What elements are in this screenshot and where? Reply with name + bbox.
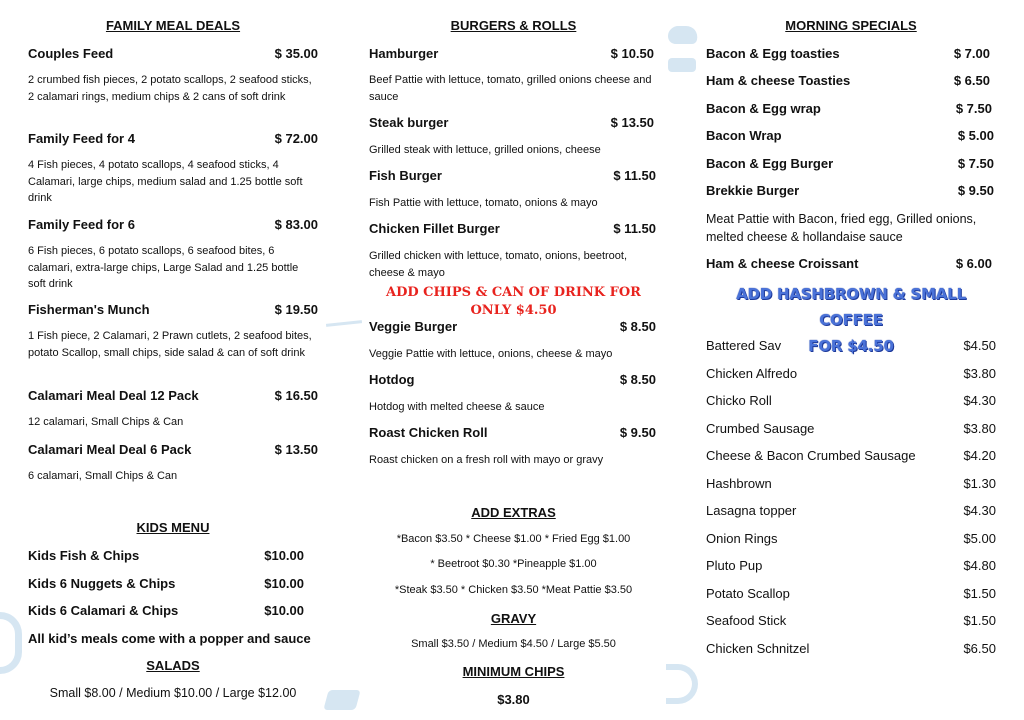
item-name: Hotdog [369, 372, 415, 387]
promo-line: FOR $4.50 [808, 337, 894, 355]
item-name: Chicken Fillet Burger [369, 221, 500, 236]
family-meal-deals-heading: FAMILY MEAL DEALS [105, 18, 241, 33]
item-name: Hamburger [369, 46, 439, 61]
side-item [706, 531, 996, 546]
item-name: Kids 6 Calamari & Chips [28, 603, 179, 618]
item-name: Roast Chicken Roll [369, 425, 488, 440]
item-description: 12 calamari, Small Chips & Can [28, 416, 184, 428]
menu-item [28, 217, 318, 232]
item-price: $ 8.50 [619, 319, 656, 334]
side-item [706, 503, 996, 518]
minimum-chips-price: $3.80 [497, 692, 530, 707]
item-name: Fisherman's Munch [28, 302, 150, 317]
menu-item [369, 319, 658, 334]
item-name: Steak burger [369, 115, 449, 130]
item-price: $1.30 [963, 476, 996, 491]
item-name: Kids 6 Nuggets & Chips [28, 576, 176, 591]
menu-item [706, 183, 996, 198]
decorative-shape [666, 26, 700, 44]
item-description: Hotdog with melted cheese & sauce [369, 401, 545, 413]
promo-line: ADD HASHBROWN & SMALL COFFEE [736, 285, 966, 329]
item-price: $ 35.00 [274, 46, 318, 61]
item-description: 6 calamari, Small Chips & Can [28, 470, 178, 482]
side-item [706, 338, 996, 353]
item-price: $4.20 [963, 448, 996, 463]
chips-drink-promo [369, 284, 658, 320]
item-price: $10.00 [264, 576, 304, 591]
menu-item [28, 46, 318, 61]
menu-item [28, 576, 318, 591]
item-name: Bacon & Egg Burger [706, 156, 834, 171]
item-price: $ 8.50 [619, 372, 656, 387]
menu-item [28, 131, 318, 146]
item-description: Beef Pattie with lettuce, tomato, grilled onions cheese and sauce [369, 74, 652, 103]
salads-prices: Small $8.00 / Medium $10.00 / Large $12.00 [49, 686, 297, 700]
item-price: $ 6.00 [955, 256, 992, 271]
item-name: Couples Feed [28, 46, 114, 61]
add-extras-heading: ADD EXTRAS [471, 505, 556, 520]
item-name: Veggie Burger [369, 319, 458, 334]
menu-item [28, 603, 318, 618]
side-item [706, 613, 996, 628]
item-description: 4 Fish pieces, 4 potato scallops, 4 seafood sticks, 4 Calamari, large chips, medium salad and 1.25 bottle soft drink [28, 159, 303, 204]
salads-heading: SALADS [146, 658, 200, 673]
item-price: $1.50 [963, 613, 996, 628]
item-name: Fish Burger [369, 168, 442, 183]
burgers-rolls-column [369, 0, 658, 720]
decorative-shape [0, 612, 22, 674]
item-name: Battered Sav [706, 338, 782, 353]
item-name: Kids Fish & Chips [28, 548, 140, 563]
side-item [706, 558, 996, 573]
minimum-chips-heading: MINIMUM CHIPS [462, 664, 565, 679]
item-name: Potato Scallop [706, 586, 790, 601]
item-price: $10.00 [264, 548, 304, 563]
side-item [706, 393, 996, 408]
item-name: Chicko Roll [706, 393, 772, 408]
item-name: Family Feed for 4 [28, 131, 135, 146]
menu-item [706, 73, 996, 88]
item-price: $4.30 [963, 503, 996, 518]
item-description: Roast chicken on a fresh roll with mayo or gravy [369, 454, 604, 466]
decorative-shape [323, 690, 360, 710]
item-price: $5.00 [963, 531, 996, 546]
item-price: $ 7.50 [955, 101, 992, 116]
menu-item [369, 372, 658, 387]
menu-item [28, 548, 318, 563]
gravy-prices: Small $3.50 / Medium $4.50 / Large $5.50 [411, 638, 616, 650]
menu-item [706, 46, 996, 61]
item-name: Chicken Schnitzel [706, 641, 810, 656]
kids-menu-heading: KIDS MENU [136, 520, 210, 535]
menu-item [369, 168, 658, 183]
item-price: $ 6.50 [953, 73, 990, 88]
item-description: Meat Pattie with Bacon, fried egg, Grilled onions, melted cheese & hollandaise sauce [706, 212, 977, 244]
item-name: Cheese & Bacon Crumbed Sausage [706, 448, 916, 463]
item-price: $ 16.50 [274, 388, 318, 403]
item-price: $ 83.00 [274, 217, 318, 232]
item-price: $ 11.50 [613, 221, 656, 236]
side-item [706, 366, 996, 381]
item-price: $ 19.50 [274, 302, 318, 317]
item-name: Seafood Stick [706, 613, 787, 628]
decorative-shape [326, 320, 362, 327]
side-item [706, 586, 996, 601]
item-price: $4.80 [963, 558, 996, 573]
side-item [706, 448, 996, 463]
item-price: $ 13.50 [274, 442, 318, 457]
menu-item [706, 101, 996, 116]
item-name: Crumbed Sausage [706, 421, 815, 436]
item-description: Fish Pattie with lettuce, tomato, onions & mayo [369, 197, 598, 209]
decorative-shape [666, 664, 698, 704]
item-price: $4.30 [963, 393, 996, 408]
item-price: $ 9.50 [619, 425, 656, 440]
item-name: Lasagna topper [706, 503, 797, 518]
item-price: $1.50 [963, 586, 996, 601]
menu-item [28, 442, 318, 457]
item-name: Calamari Meal Deal 12 Pack [28, 388, 199, 403]
menu-item [369, 425, 658, 440]
item-price: $ 11.50 [613, 168, 656, 183]
item-name: Ham & cheese Croissant [706, 256, 859, 271]
item-name: Hashbrown [706, 476, 772, 491]
item-description: Grilled steak with lettuce, grilled onions, cheese [369, 144, 601, 156]
item-price: $ 10.50 [610, 46, 654, 61]
side-item [706, 641, 996, 656]
item-name: Onion Rings [706, 531, 778, 546]
item-price: $ 7.00 [953, 46, 990, 61]
menu-item [706, 256, 996, 271]
side-item [706, 421, 996, 436]
promo-line: ONLY $4.50 [470, 303, 557, 318]
menu-item [28, 302, 318, 317]
kids-menu-note: All kid’s meals come with a popper and sauce [28, 631, 311, 646]
promo-line: ADD CHIPS & CAN OF DRINK FOR [386, 285, 641, 300]
gravy-heading: GRAVY [490, 611, 537, 626]
family-meal-deals-column [28, 0, 318, 720]
item-description: 1 Fish piece, 2 Calamari, 2 Prawn cutlets, 2 seafood bites, potato Scallop, small chips, side salad & can of soft drink [28, 330, 312, 359]
item-price: $3.80 [963, 421, 996, 436]
item-name: Family Feed for 6 [28, 217, 135, 232]
item-description: 2 crumbed fish pieces, 2 potato scallops, 2 seafood sticks, 2 calamari rings, medium chips & 2 cans of soft drink [28, 74, 312, 103]
item-description: Grilled chicken with lettuce, tomato, onions, beetroot, cheese & mayo [369, 250, 628, 279]
menu-item [706, 156, 996, 171]
item-name: Bacon & Egg wrap [706, 101, 821, 116]
item-price: $ 5.00 [957, 128, 994, 143]
menu-item [28, 388, 318, 403]
item-name: Ham & cheese Toasties [706, 73, 851, 88]
morning-specials-column [706, 0, 996, 720]
item-name: Chicken Alfredo [706, 366, 798, 381]
burgers-rolls-heading: BURGERS & ROLLS [450, 18, 577, 33]
item-name: Brekkie Burger [706, 183, 800, 198]
item-name: Bacon Wrap [706, 128, 782, 143]
item-price: $ 13.50 [610, 115, 654, 130]
item-price: $4.50 [963, 338, 996, 353]
item-price: $ 72.00 [274, 131, 318, 146]
menu-item [369, 221, 658, 236]
menu-item [369, 115, 658, 130]
menu-item [369, 46, 658, 61]
menu-item [706, 128, 996, 143]
item-description: Veggie Pattie with lettuce, onions, cheese & mayo [369, 348, 613, 360]
decorative-shape [668, 58, 696, 72]
item-name: Bacon & Egg toasties [706, 46, 840, 61]
morning-specials-heading: MORNING SPECIALS [785, 18, 917, 33]
item-description: 6 Fish pieces, 6 potato scallops, 6 seafood bites, 6 calamari, extra-large chips, Large Salad and 1.25 bottle soft drink [28, 245, 299, 290]
extras-line: *Bacon $3.50 * Cheese $1.00 * Fried Egg $1.00 [396, 533, 631, 545]
item-price: $6.50 [963, 641, 996, 656]
item-price: $3.80 [963, 366, 996, 381]
item-price: $ 7.50 [957, 156, 994, 171]
item-name: Pluto Pup [706, 558, 763, 573]
item-price: $10.00 [264, 603, 304, 618]
extras-line: *Steak $3.50 * Chicken $3.50 *Meat Pattie $3.50 [394, 584, 633, 596]
item-price: $ 9.50 [957, 183, 994, 198]
item-name: Calamari Meal Deal 6 Pack [28, 442, 192, 457]
side-item [706, 476, 996, 491]
extras-line: * Beetroot $0.30 *Pineapple $1.00 [430, 558, 597, 570]
